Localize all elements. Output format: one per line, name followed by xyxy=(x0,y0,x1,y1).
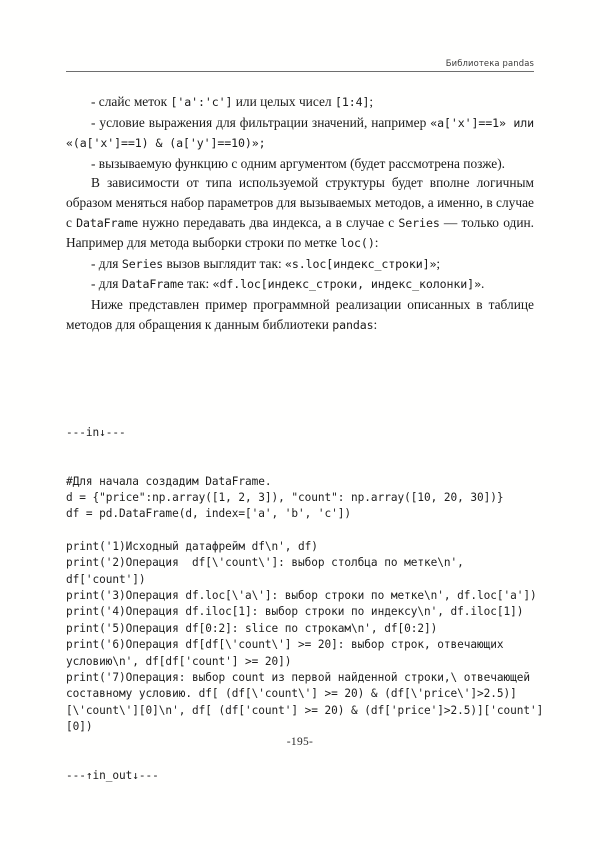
structure-part-4: : xyxy=(374,235,379,251)
listing-line: print('4)Операция df.iloc[1]: выбор строки по индексу\n', df.iloc[1]) xyxy=(66,605,524,619)
page-header xyxy=(66,58,534,72)
header-divider xyxy=(66,71,534,72)
code-listing xyxy=(66,392,544,817)
listing-line: print('2)Операция df[\'count\']: выбор столбца по метке\n', df['count']) xyxy=(66,556,471,586)
structure-part-2: нужно передавать два индекса, а в случае с xyxy=(138,214,399,230)
series-call-prefix: - для xyxy=(91,255,122,271)
listing-line: print('6)Операция df[df[\'count\'] >= 20]: выбор строк, отвечающих условию\n', df[df['count'] >= 20]) xyxy=(66,638,511,668)
bullet-condition-text: - условие выражения для фильтрации значений, например xyxy=(91,114,431,130)
listing-marker-out: ---↑in_out↓--- xyxy=(66,768,159,782)
inline-code-dataframe: DataFrame xyxy=(76,215,139,230)
paragraph-example-intro xyxy=(66,295,534,335)
listing-line: d = {"price":np.array([1, 2, 3]), "count": np.array([10, 20, 30])} xyxy=(66,491,504,505)
running-head-title: Библиотека pandas xyxy=(445,58,534,68)
series-call-code: «s.loc[индекс_строки]» xyxy=(285,256,437,271)
series-call-mid: вызов выглядит так: xyxy=(163,255,286,271)
listing-line: print('5)Операция df[0:2]: slice по строкам\n', df[0:2]) xyxy=(66,621,438,635)
listing-line: print('1)Исходный датафрейм df\n', df) xyxy=(66,540,318,554)
bullet-callable: - вызываемую функцию с одним аргументом (будет рассмотрена позже). xyxy=(91,155,506,171)
listing-line: #Для начала создадим DataFrame. xyxy=(66,474,272,488)
bullet-slice-labels xyxy=(66,92,534,113)
listing-blank-line xyxy=(66,523,544,539)
bullet-slice-mid: или целых чисел xyxy=(232,94,335,109)
bullet-slice-suffix: ; xyxy=(369,94,374,109)
structure-part-3: — только один. Например для метода выборки строки по метке xyxy=(66,214,534,251)
page-number: -195- xyxy=(286,736,314,748)
listing-marker-in: ---in↓--- xyxy=(66,425,126,439)
bullet-series-call xyxy=(66,254,534,275)
example-intro-part-2: : xyxy=(373,316,378,332)
listing-lines xyxy=(66,474,544,736)
bullet-dataframe-call xyxy=(66,274,534,295)
document-body xyxy=(66,92,534,335)
bullet-condition xyxy=(66,113,534,154)
bullet-slice-code-labels: ['a':'c'] xyxy=(170,95,233,109)
dataframe-call-type: DataFrame xyxy=(121,277,184,292)
example-intro-part-1: Ниже представлен пример программной реализации описанных в таблице методов для обращения к данным библиотеки xyxy=(66,296,534,332)
inline-code-pandas: pandas xyxy=(332,317,374,332)
listing-line: df = pd.DataFrame(d, index=['a', 'b', 'c']) xyxy=(66,507,352,521)
series-call-suffix: ; xyxy=(436,255,441,271)
bullet-slice-prefix: - слайс меток xyxy=(91,94,171,109)
inline-code-loc: loc() xyxy=(340,236,375,251)
dataframe-call-mid: так: xyxy=(183,276,213,292)
inline-code-series: Series xyxy=(398,215,440,230)
dataframe-call-suffix: . xyxy=(480,276,485,292)
bullet-slice-code-ints: [1:4] xyxy=(334,95,370,109)
dataframe-call-prefix: - для xyxy=(91,276,122,292)
listing-line: print('7)Операция: выбор count из первой найденной строки,\ отвечающей составному условию. df[ (df[\'count\'] >= 20) & (df[\'price\']>2.5)][\'count\'][0]\n', df[ (df['count'] >= 20) & (df['price']>2.5)]['count'][0]) xyxy=(66,670,544,733)
dataframe-call-code: «df.loc[индекс_строки, индекс_колонки]» xyxy=(212,277,481,292)
series-call-type: Series xyxy=(121,256,164,271)
bullet-condition-code: «a['x']==1» или «(a['x']==1) & (a['y']==10)»; xyxy=(66,115,534,151)
listing-line: print('3)Операция df.loc[\'a\']: выбор строки по метке\n', df.loc['a']) xyxy=(66,589,537,603)
paragraph-structure-types xyxy=(66,173,534,253)
structure-part-1: В зависимости от типа используемой структуры будет вполне логичным образом меняться набор параметров для вызываемых методов, а именно, в случае с xyxy=(66,175,534,230)
